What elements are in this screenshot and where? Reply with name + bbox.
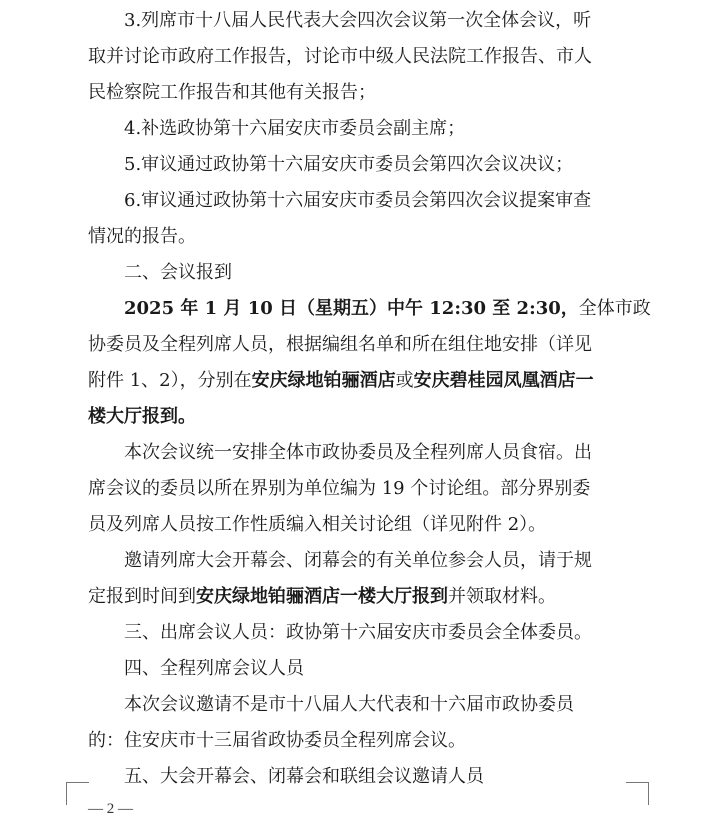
section-heading-registration: 二、会议报到	[124, 262, 232, 283]
text-run: 定报到时间到	[88, 586, 196, 607]
paragraph-line: 本次会议统一安排全体市政协委员及全程列席人员食宿。出	[124, 442, 592, 463]
paragraph-line	[88, 363, 648, 399]
paragraph-line: 取并讨论市政府工作报告，讨论市中级人民法院工作报告、市人	[88, 46, 592, 67]
paragraph-line: 5.审议通过政协第十六届安庆市委员会第四次会议决议；	[124, 154, 574, 175]
registration-time: 2025 年 1 月 10 日（星期五）中午 12:30 至 2:30，	[124, 298, 579, 319]
venue-name: 安庆碧桂园凤凰酒店一	[413, 370, 594, 391]
paragraph-line: 4.补选政协第十六届安庆市委员会副主席；	[124, 118, 466, 139]
paragraph-line: 楼大厅报到。	[88, 406, 196, 427]
page-number: — 2 —	[88, 801, 133, 817]
paragraph-line: 协委员及全程列席人员，根据编组名单和所在组住地安排（详见	[88, 334, 592, 355]
venue-name: 安庆绿地铂骊酒店	[251, 370, 396, 391]
paragraph-line: 的：住安庆市十三届省政协委员全程列席会议。	[88, 730, 466, 751]
section-heading-attendees: 三、出席会议人员：政协第十六届安庆市委员会全体委员。	[124, 622, 592, 643]
registration-time-line	[124, 291, 651, 327]
text-run: 附件 1、2），分别在	[88, 370, 252, 391]
crop-mark-right	[626, 782, 649, 805]
section-heading-invitees: 五、大会开幕会、闭幕会和联组会议邀请人员	[124, 766, 484, 787]
section-heading-observers: 四、全程列席会议人员	[124, 658, 304, 679]
paragraph-line: 民检察院工作报告和其他有关报告；	[88, 82, 376, 103]
text-run: 并领取材料。	[448, 586, 556, 607]
paragraph-line	[88, 579, 648, 615]
paragraph-line: 邀请列席大会开幕会、闭幕会的有关单位参会人员，请于规	[124, 550, 592, 571]
text-run: 或	[395, 370, 414, 391]
venue-name: 安庆绿地铂骊酒店一楼大厅报到	[196, 586, 448, 607]
paragraph-line: 席会议的委员以所在界别为单位编为 19 个讨论组。部分界别委	[88, 478, 591, 499]
crop-mark-left	[66, 782, 89, 805]
paragraph-line: 3.列席市十八届人民代表大会四次会议第一次全体会议，听	[124, 10, 592, 31]
paragraph-line: 本次会议邀请不是市十八届人大代表和十六届市政协委员	[124, 694, 574, 715]
paragraph-line: 6.审议通过政协第十六届安庆市委员会第四次会议提案审查	[124, 190, 592, 211]
paragraph-line: 员及列席人员按工作性质编入相关讨论组（详见附件 2）。	[88, 514, 547, 535]
paragraph-line: 情况的报告。	[88, 226, 196, 247]
text-run: 全体市政	[578, 298, 651, 319]
